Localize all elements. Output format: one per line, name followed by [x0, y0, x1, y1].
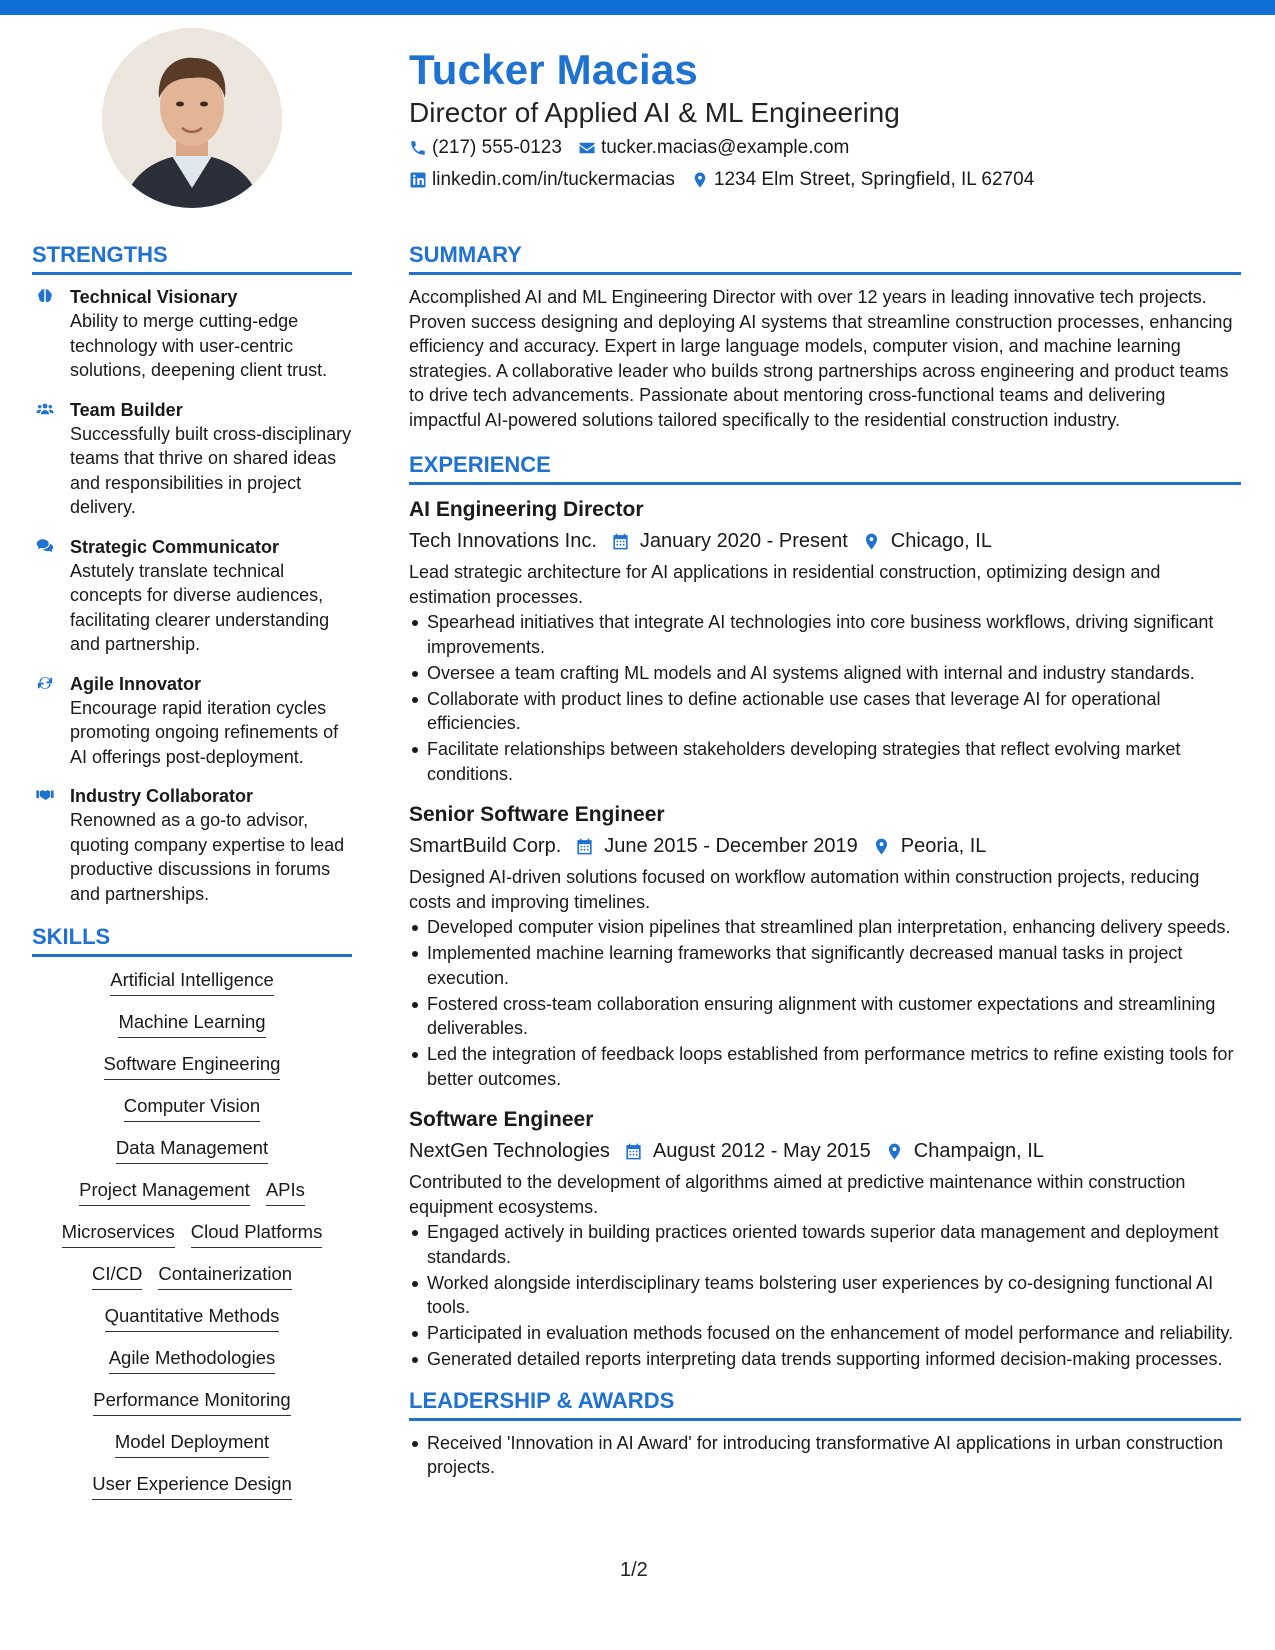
job-entry: [409, 1105, 1241, 1372]
top-accent-bar: [0, 0, 1275, 15]
job-dates: June 2015 - December 2019: [604, 835, 858, 857]
strength-item: [32, 672, 352, 770]
handshake-icon: [34, 786, 56, 804]
resume-header: [409, 40, 1239, 192]
job-description: Designed AI-driven solutions focused on workflow automation within construction projects, reducing costs and improving timelines.: [409, 867, 1200, 912]
phone-icon: [409, 139, 427, 157]
phone-item[interactable]: [409, 136, 562, 160]
profile-photo: [102, 28, 282, 208]
strength-name: Agile Innovator: [70, 673, 202, 694]
job-title: AI Engineering Director: [409, 498, 644, 521]
left-column: [32, 240, 352, 1513]
map-pin-icon: [872, 837, 891, 856]
list-item: Developed computer vision pipelines that streamlined plan interpretation, enhancing delivery speeds.: [409, 915, 1241, 940]
summary-heading: SUMMARY: [409, 240, 1241, 275]
job-location: Champaign, IL: [913, 1140, 1044, 1162]
calendar-icon: [575, 837, 594, 856]
comments-icon: [34, 537, 56, 555]
skills-heading: SKILLS: [32, 922, 352, 957]
job-dates: August 2012 - May 2015: [652, 1140, 871, 1162]
skill-tag: User Experience Design: [92, 1471, 291, 1500]
job-location: Chicago, IL: [890, 530, 992, 552]
contact-row-1: [409, 136, 1239, 160]
linkedin-text: linkedin.com/in/tuckermacias: [432, 169, 675, 190]
job-meta: [409, 830, 1241, 862]
job-entry: [409, 800, 1241, 1091]
map-pin-icon: [691, 171, 709, 189]
skill-tag: Project Management: [79, 1177, 250, 1206]
strength-name: Team Builder: [70, 399, 183, 420]
strength-item: [32, 285, 352, 383]
email-text: tucker.macias@example.com: [600, 137, 850, 158]
strength-name: Technical Visionary: [70, 287, 238, 307]
page-number: 1/2: [620, 1559, 648, 1581]
skill-tag: Quantitative Methods: [105, 1303, 280, 1332]
strength-item: [32, 398, 352, 520]
strength-desc: Ability to merge cutting-edge technology with user-centric solutions, deepening client trust.: [70, 311, 328, 380]
job-title: Software Engineer: [409, 1108, 594, 1131]
skill-tag: Software Engineering: [104, 1051, 281, 1080]
address-item: [691, 168, 1034, 192]
awards-heading: LEADERSHIP & AWARDS: [409, 1386, 1241, 1421]
envelope-icon: [578, 139, 596, 157]
skill-tag: Performance Monitoring: [93, 1387, 290, 1416]
job-location: Peoria, IL: [900, 835, 987, 857]
sync-icon: [34, 674, 56, 692]
list-item: Fostered cross-team collaboration ensuring alignment with customer expectations and streamlining deliverables.: [409, 992, 1241, 1041]
skill-tag: Microservices: [62, 1219, 175, 1248]
list-item: Generated detailed reports interpreting data trends supporting informed decision-making processes.: [409, 1347, 1241, 1372]
calendar-icon: [611, 532, 630, 551]
linkedin-icon: [409, 171, 427, 189]
list-item: Participated in evaluation methods focused on the enhancement of model performance and reliability.: [409, 1321, 1241, 1346]
job-entry: [409, 495, 1241, 786]
contact-row-2: [409, 168, 1239, 192]
list-item: Received 'Innovation in AI Award' for introducing transformative AI applications in urban construction projects.: [409, 1431, 1241, 1480]
skill-tag: Containerization: [158, 1261, 292, 1290]
job-description: Lead strategic architecture for AI applications in residential construction, optimizing design and estimation processes.: [409, 562, 1161, 607]
users-icon: [34, 400, 56, 418]
skill-tag: Artificial Intelligence: [110, 967, 274, 996]
list-item: Spearhead initiatives that integrate AI technologies into core business workflows, driving significant improvements.: [409, 610, 1241, 659]
address-text: 1234 Elm Street, Springfield, IL 62704: [713, 169, 1035, 190]
email-item[interactable]: [578, 136, 849, 160]
list-item: Engaged actively in building practices oriented towards superior data management and deployment standards.: [409, 1220, 1241, 1269]
job-dates: January 2020 - Present: [639, 530, 848, 552]
strength-item: [32, 784, 352, 906]
right-column: [409, 240, 1241, 1481]
job-title: Senior Software Engineer: [409, 803, 665, 826]
calendar-icon: [624, 1142, 643, 1161]
strength-desc: Renowned as a go-to advisor, quoting company expertise to lead productive discussions in forums and partnerships.: [70, 810, 345, 904]
phone-text: (217) 555-0123: [432, 137, 562, 158]
map-pin-icon: [862, 532, 881, 551]
company-name: Tech Innovations Inc.: [409, 530, 597, 552]
strength-name: Industry Collaborator: [70, 786, 254, 806]
awards-bullets: [409, 1431, 1241, 1480]
skill-tag: Agile Methodologies: [109, 1345, 276, 1374]
company-name: SmartBuild Corp.: [409, 835, 562, 857]
skill-tag: CI/CD: [92, 1261, 142, 1290]
job-description: Contributed to the development of algorithms aimed at predictive maintenance within construction equipment ecosystems.: [409, 1172, 1186, 1217]
job-bullets: [409, 1220, 1241, 1372]
skill-tag: Computer Vision: [124, 1093, 260, 1122]
list-item: Facilitate relationships between stakeholders developing strategies that reflect evolving market conditions.: [409, 737, 1241, 786]
list-item: Implemented machine learning frameworks that significantly decreased manual tasks in project execution.: [409, 941, 1241, 990]
strength-name: Strategic Communicator: [70, 536, 280, 557]
skills-list: [32, 967, 352, 1500]
company-name: NextGen Technologies: [409, 1140, 610, 1162]
job-bullets: [409, 915, 1241, 1091]
list-item: Led the integration of feedback loops established from performance metrics to refine existing tools for better outcomes.: [409, 1042, 1241, 1091]
candidate-title: Director of Applied AI & ML Engineering: [409, 97, 900, 128]
list-item: Worked alongside interdisciplinary teams bolstering user experiences by co-designing functional AI tools.: [409, 1271, 1241, 1320]
skill-tag: Data Management: [116, 1135, 268, 1164]
skill-tag: Cloud Platforms: [191, 1219, 323, 1248]
job-meta: [409, 1135, 1241, 1167]
skill-tag: APIs: [266, 1177, 305, 1206]
strengths-heading: STRENGTHS: [32, 240, 352, 275]
job-bullets: [409, 610, 1241, 786]
strength-desc: Successfully built cross-disciplinary teams that thrive on shared ideas and responsibilities in project delivery.: [70, 423, 352, 517]
map-pin-icon: [885, 1142, 904, 1161]
skill-tag: Model Deployment: [115, 1429, 269, 1458]
brain-icon: [34, 287, 56, 305]
list-item: Oversee a team crafting ML models and AI systems aligned with internal and industry standards.: [409, 661, 1241, 686]
strength-desc: Encourage rapid iteration cycles promoting ongoing refinements of AI offerings post-deployment.: [70, 697, 339, 767]
strength-item: [32, 535, 352, 657]
candidate-name: Tucker Macias: [409, 46, 698, 93]
list-item: Collaborate with product lines to define actionable use cases that leverage AI for operational efficiencies.: [409, 687, 1241, 736]
summary-text: Accomplished AI and ML Engineering Director with over 12 years in leading innovative tech projects. Proven success designing and deploying AI systems that streamline construction processes, enhancing efficiency and accuracy. Expert in large language models, computer vision, and machine learning strategies. A collaborative leader who builds strong partnerships across engineering and product teams to drive tech advancements. Passionate about mentoring cross-functional teams and delivering impactful AI-powered solutions tailored specifically to the residential construction industry.: [409, 287, 1233, 430]
linkedin-item[interactable]: [409, 168, 675, 192]
skill-tag: Machine Learning: [118, 1009, 265, 1038]
strength-desc: Astutely translate technical concepts for diverse audiences, facilitating clearer understanding and partnership.: [70, 560, 330, 654]
experience-heading: EXPERIENCE: [409, 450, 1241, 485]
job-meta: [409, 525, 1241, 557]
